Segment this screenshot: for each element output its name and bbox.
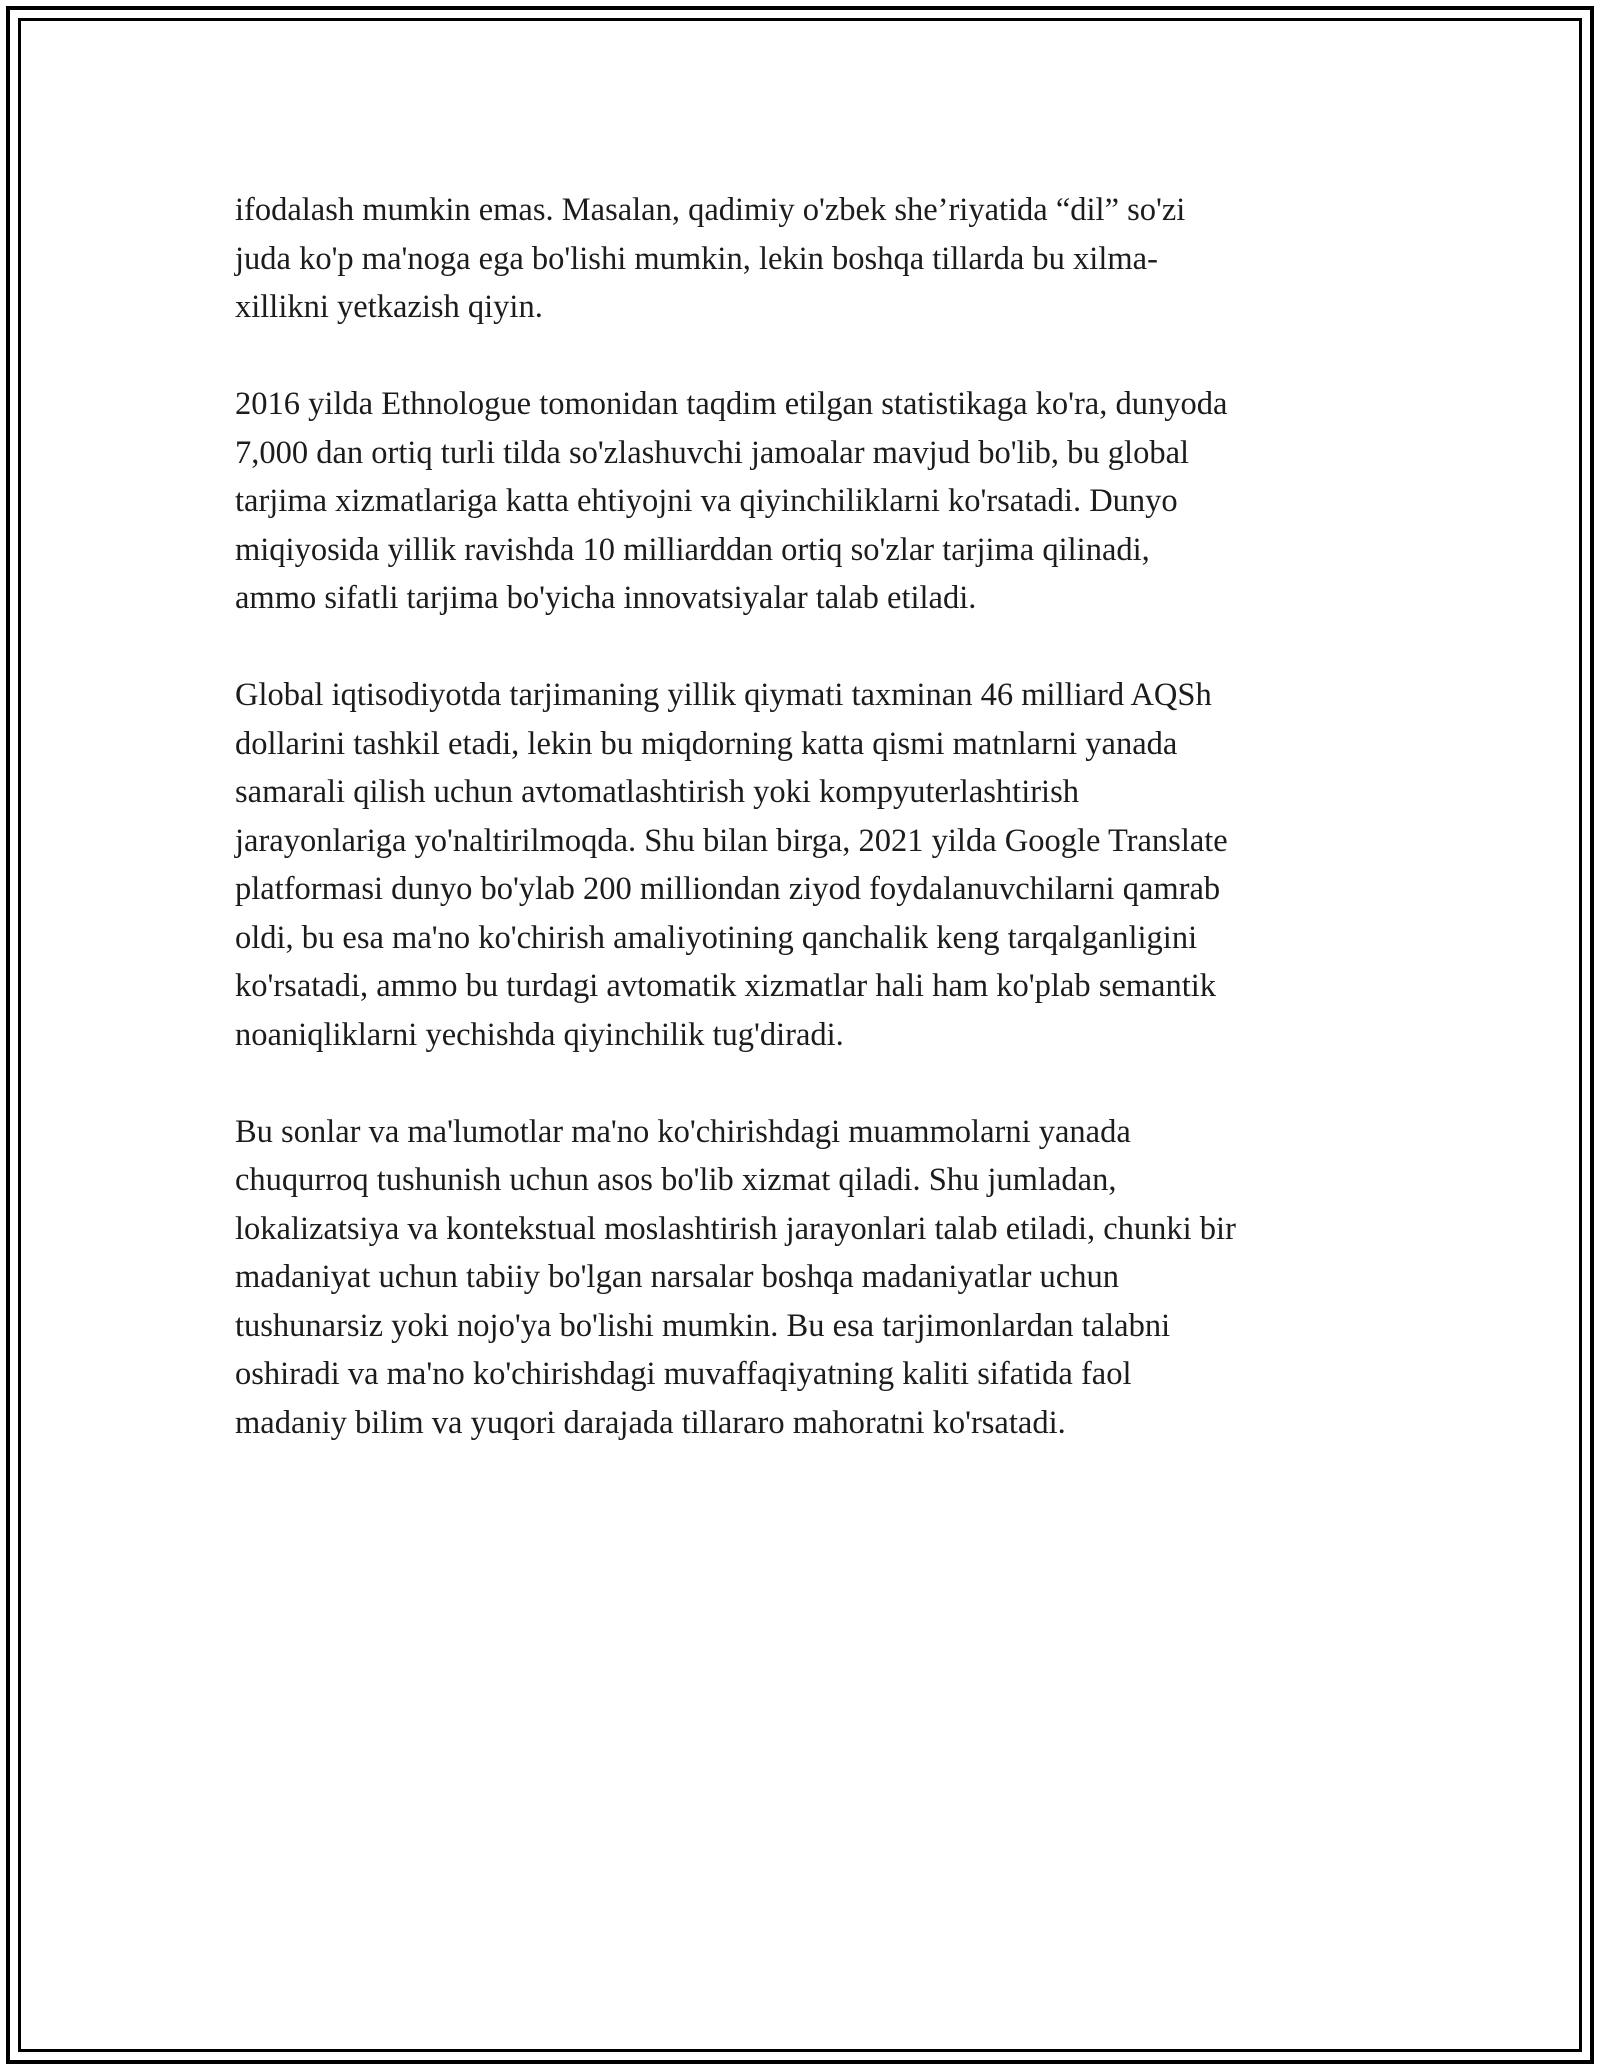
paragraph-4: Bu sonlar va ma'lumotlar ma'no ko'chirishdagi muammolarni yanada chuqurroq tushunish uchun asos bo'lib xizmat qiladi. Shu jumladan, lokalizatsiya va kontekstual moslashtirish jarayonlari talab etiladi, chunki bir madaniyat uchun tabiiy bo'lgan narsalar boshqa madaniyatlar uchun tushunarsiz yoki nojo'ya bo'lishi mumkin. Bu esa tarjimonlardan talabni oshiradi va ma'no ko'chirishdagi muvaffaqiyatning kaliti sifatida faol madaniy bilim va yuqori darajada tillararo mahoratni ko'rsatadi. xyxy=(235,1113,1236,1441)
paragraph-3: Global iqtisodiyotda tarjimaning yillik qiymati taxminan 46 milliard AQSh dollarini tashkil etadi, lekin bu miqdorning katta qismi matnlarni yanada samarali qilish uchun avtomatlashtirish yoki kompyuterlashtirish jarayonlariga yo'naltirilmoqda. Shu bilan birga, 2021 yilda Google Translate platformasi dunyo bo'ylab 200 milliondan ziyod foydalanuvchilarni qamrab oldi, bu esa ma'no ko'chirish amaliyotining qanchalik keng tarqalganligini ko'rsatadi, ammo bu turdagi avtomatik xizmatlar hali ham ko'plab semantik noaniqliklarni yechishda qiyinchilik tug'diradi. xyxy=(235,677,1228,1053)
paragraph-1: ifodalash mumkin emas. Masalan, qadimiy o'zbek she’riyatida “dil” so'zi juda ko'p ma'noga ega bo'lishi mumkin, lekin boshqa tillarda bu xilma- xillikni yetkazish qiyin. xyxy=(235,192,1186,325)
document-body xyxy=(235,186,1385,1496)
paragraph-2: 2016 yilda Ethnologue tomonidan taqdim etilgan statistikaga ko'ra, dunyoda 7,000 dan ortiq turli tilda so'zlashuvchi jamoalar mavjud bo'lib, bu global tarjima xizmatlariga katta ehtiyojni va qiyinchiliklarni ko'rsatadi. Dunyo miqiyosida yillik ravishda 10 milliarddan ortiq so'zlar tarjima qilinadi, ammo sifatli tarjima bo'yicha innovatsiyalar talab etiladi. xyxy=(235,386,1228,616)
